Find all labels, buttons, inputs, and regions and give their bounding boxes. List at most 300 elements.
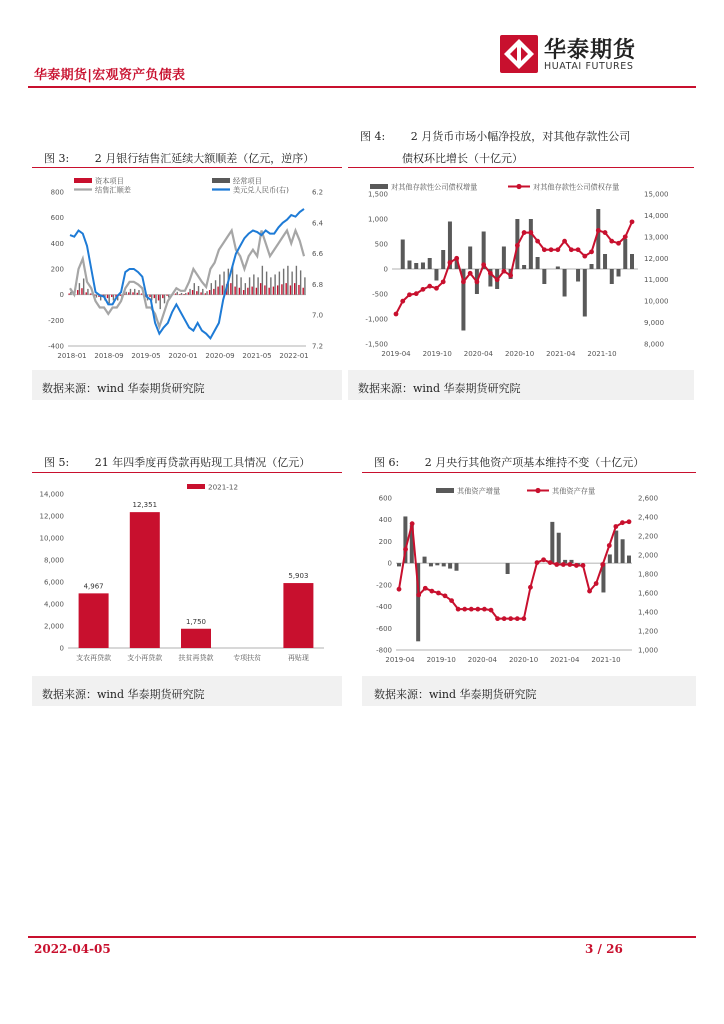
fig3-capital-bar — [213, 289, 214, 295]
fig3-current-bar — [262, 266, 263, 295]
footer-page-number: 3 / 26 — [585, 942, 623, 956]
fig6-stock-point — [594, 581, 599, 586]
fig6-legend-flow-swatch — [436, 488, 454, 493]
fig6-stock-point — [567, 562, 572, 567]
fig6-stock-point — [561, 562, 566, 567]
fig4-stock-point — [508, 273, 513, 278]
fig5-x-tick: 再贴现 — [287, 654, 309, 662]
fig6-legend-flow-label: 其他资产增量 — [457, 486, 501, 496]
fig3-capital-bar — [90, 294, 91, 295]
fig6-yright-tick: 2,000 — [638, 551, 659, 560]
figure6-caption — [374, 454, 644, 470]
fig4-yleft-tick: -1,000 — [365, 315, 388, 324]
fig3-yright-tick: 6.6 — [312, 250, 324, 259]
figure6-top-rule — [362, 472, 696, 473]
fig6-yright-tick: 1,200 — [638, 627, 659, 636]
fig3-current-bar — [194, 283, 195, 295]
fig3-capital-bar — [239, 288, 240, 295]
fig3-current-bar — [240, 277, 241, 294]
fig6-stock-point — [475, 607, 480, 612]
fig5-legend-swatch — [187, 484, 205, 489]
fig6-stock-point — [535, 560, 540, 565]
fig4-stock-point — [616, 241, 621, 246]
fig4-yleft-tick: -500 — [372, 290, 388, 299]
fig4-flow-bar — [441, 250, 445, 269]
fig5-x-tick: 扶贫再贷款 — [178, 654, 214, 662]
logo-chinese-text: 华泰期货 — [544, 38, 637, 63]
fig3-current-bar — [245, 283, 246, 295]
fig3-yleft-tick: 600 — [50, 214, 64, 223]
fig3-capital-bar — [69, 294, 70, 295]
fig3-capital-bar — [196, 291, 197, 294]
fig4-flow-bar — [421, 263, 425, 270]
fig3-capital-bar — [277, 285, 278, 294]
fig6-stock-point — [581, 563, 586, 568]
fig3-capital-bar — [285, 283, 286, 295]
fig6-yleft-tick: 0 — [387, 559, 392, 568]
fig6-yleft-tick: 200 — [378, 537, 392, 546]
fig3-usdcny-line — [70, 209, 304, 338]
fig6-yleft-tick: 600 — [378, 494, 392, 503]
fig6-stock-point — [403, 547, 408, 552]
fig4-stock-point — [555, 247, 560, 252]
fig6-stock-point — [548, 560, 553, 565]
fig4-yright-tick: 10,000 — [644, 297, 669, 306]
fig4-stock-point — [475, 279, 480, 284]
fig3-yleft-tick: 200 — [50, 265, 64, 274]
fig3-x-tick: 2020-01 — [168, 352, 198, 360]
fig6-stock-point — [508, 616, 513, 621]
fig6-stock-point — [462, 607, 467, 612]
fig3-capital-bar — [183, 294, 184, 295]
fig4-flow-bar — [428, 258, 432, 269]
fig3-capital-bar — [175, 294, 176, 295]
fig4-stock-point — [542, 247, 547, 252]
header-rule — [28, 86, 696, 88]
fig6-flow-bar — [506, 563, 510, 574]
figure4-chart — [348, 172, 688, 372]
fig4-legend-flow-label: 对其他存款性公司债权增量 — [391, 182, 478, 192]
figure5-chart — [32, 476, 332, 674]
fig5-x-tick: 支农再贷款 — [76, 654, 112, 662]
fig3-current-bar — [83, 278, 84, 294]
fig4-yleft-tick: 1,000 — [367, 215, 388, 224]
fig4-yright-tick: 14,000 — [644, 211, 669, 220]
fig6-x-tick: 2019-10 — [426, 656, 456, 664]
fig4-flow-bar — [590, 264, 594, 269]
fig3-capital-bar — [247, 288, 248, 295]
figure3-top-rule — [32, 167, 342, 168]
fig3-capital-bar — [149, 295, 150, 297]
fig4-x-tick: 2019-04 — [381, 350, 411, 358]
fig4-legend-flow-swatch — [370, 184, 388, 189]
fig3-capital-bar — [243, 290, 244, 295]
fig6-yleft-tick: -400 — [376, 603, 392, 612]
fig3-capital-bar — [158, 295, 159, 301]
fig6-yright-tick: 1,600 — [638, 589, 659, 598]
fig3-yleft-tick: -400 — [48, 342, 64, 351]
fig6-stock-point — [443, 593, 448, 598]
fig3-surplus-line — [70, 231, 304, 327]
fig6-stock-point — [627, 519, 632, 524]
fig4-yright-tick: 15,000 — [644, 190, 669, 199]
fig4-yleft-tick: -1,500 — [365, 340, 388, 349]
fig4-stock-point — [414, 291, 419, 296]
fig3-current-bar — [189, 289, 190, 295]
fig6-stock-point — [502, 616, 507, 621]
fig4-stock-point — [488, 271, 493, 276]
fig6-flow-bar — [429, 563, 433, 566]
fig3-current-bar — [211, 283, 212, 295]
fig6-stock-point — [410, 521, 415, 526]
fig4-yleft-tick: 1,500 — [367, 190, 388, 199]
fig4-yright-tick: 13,000 — [644, 233, 669, 242]
fig3-current-bar — [96, 295, 97, 298]
fig4-x-tick: 2021-04 — [546, 350, 576, 358]
fig4-stock-point — [441, 279, 446, 284]
fig4-stock-point — [549, 247, 554, 252]
fig5-y-tick: 0 — [59, 644, 64, 653]
fig3-capital-bar — [200, 292, 201, 294]
fig5-data-label: 12,351 — [132, 501, 158, 510]
fig4-legend-stock-label: 对其他存款性公司债权存量 — [533, 182, 620, 192]
fig3-current-bar — [283, 269, 284, 295]
fig3-x-tick: 2018-09 — [94, 352, 124, 360]
fig6-yright-tick: 2,200 — [638, 532, 659, 541]
fig3-capital-bar — [222, 285, 223, 294]
fig4-flow-bar — [414, 263, 418, 269]
figure6-title: 2 月央行其他资产项基本维持不变（十亿元） — [424, 456, 645, 469]
fig5-bar — [79, 593, 109, 648]
fig6-stock-point — [436, 591, 441, 596]
figure5-source: 数据来源：wind 华泰期货研究院 — [42, 688, 205, 701]
fig6-yleft-tick: -800 — [376, 646, 392, 655]
fig6-stock-point — [449, 598, 454, 603]
fig6-x-tick: 2021-04 — [550, 656, 580, 664]
fig5-y-tick: 2,000 — [43, 622, 64, 631]
fig6-x-tick: 2019-04 — [385, 656, 415, 664]
fig3-capital-bar — [264, 285, 265, 294]
fig6-flow-bar — [435, 563, 439, 565]
fig3-x-tick: 2021-05 — [242, 352, 272, 360]
fig3-current-bar — [215, 280, 216, 294]
fig6-stock-point — [397, 587, 402, 592]
fig4-stock-point — [407, 292, 412, 297]
fig5-x-tick: 专项扶贫 — [233, 654, 262, 662]
fig4-x-tick: 2020-04 — [463, 350, 494, 358]
fig4-x-tick: 2021-10 — [587, 350, 617, 358]
fig3-current-bar — [253, 274, 254, 294]
fig5-y-tick: 14,000 — [39, 490, 64, 499]
fig6-yleft-tick: -200 — [376, 581, 392, 590]
fig3-capital-bar — [81, 288, 82, 294]
fig3-capital-bar — [294, 283, 295, 295]
figure4-caption-line1 — [360, 128, 630, 144]
fig3-capital-bar — [179, 294, 180, 295]
fig4-stock-point — [461, 279, 466, 284]
fig6-yright-tick: 1,400 — [638, 608, 659, 617]
fig6-stock-line — [399, 522, 629, 619]
fig5-data-label: 1,750 — [185, 617, 207, 626]
fig6-stock-point — [429, 589, 434, 594]
footer-date: 2022-04-05 — [34, 942, 111, 956]
fig3-current-bar — [304, 277, 305, 294]
fig3-current-bar — [177, 292, 178, 295]
fig3-x-tick: 2020-09 — [205, 352, 235, 360]
fig4-stock-point — [562, 239, 567, 244]
fig4-stock-point — [400, 299, 405, 304]
figure3-chart — [32, 172, 332, 372]
fig3-current-bar — [79, 283, 80, 295]
fig4-flow-bar — [576, 269, 580, 282]
fig3-x-tick: 2018-01 — [57, 352, 87, 360]
fig4-flow-bar — [536, 257, 540, 269]
fig3-current-bar — [130, 289, 131, 295]
fig3-current-bar — [87, 289, 88, 295]
fig3-yright-tick: 7.0 — [312, 311, 324, 320]
figure3-caption — [44, 150, 314, 166]
fig6-stock-point — [574, 563, 579, 568]
fig4-flow-bar — [596, 209, 600, 269]
fig3-current-bar — [266, 272, 267, 295]
fig6-yright-tick: 2,600 — [638, 494, 659, 503]
fig5-legend-label: 2021-12 — [208, 482, 239, 492]
fig6-flow-bar — [442, 563, 446, 566]
fig4-flow-bar — [401, 240, 405, 270]
fig5-bar — [130, 512, 160, 648]
fig4-stock-point — [603, 230, 608, 235]
fig3-yleft-tick: 800 — [50, 188, 64, 197]
fig5-y-tick: 4,000 — [43, 600, 64, 609]
fig5-y-tick: 12,000 — [39, 512, 64, 521]
fig3-capital-bar — [273, 287, 274, 295]
fig6-stock-point — [423, 586, 428, 591]
fig3-current-bar — [300, 270, 301, 294]
fig4-stock-point — [582, 254, 587, 259]
fig5-y-tick: 6,000 — [43, 578, 64, 587]
fig3-capital-bar — [260, 283, 261, 295]
fig4-stock-point — [569, 247, 574, 252]
fig3-legend-surplus-label: 结售汇顺差 — [95, 185, 131, 195]
fig3-capital-bar — [209, 290, 210, 295]
fig3-current-bar — [206, 291, 207, 294]
fig3-current-bar — [185, 293, 186, 295]
fig4-stock-point — [468, 271, 473, 276]
fig4-stock-point — [448, 260, 453, 265]
fig4-flow-bar — [434, 269, 438, 281]
figure6-chart — [362, 476, 692, 674]
fig3-current-bar — [126, 292, 127, 295]
fig3-current-bar — [291, 272, 292, 295]
fig6-flow-bar — [627, 556, 631, 564]
fig6-flow-bar — [557, 533, 561, 563]
fig6-flow-bar — [621, 539, 625, 563]
figure4-number: 图 4: — [360, 130, 386, 143]
fig3-yright-tick: 6.2 — [312, 188, 324, 197]
fig4-flow-bar — [610, 269, 614, 284]
fig3-capital-bar — [141, 294, 142, 295]
fig3-capital-bar — [234, 287, 235, 295]
fig4-stock-point — [495, 277, 500, 282]
fig6-yleft-tick: 400 — [378, 516, 392, 525]
fig6-stock-point — [469, 607, 474, 612]
fig3-capital-bar — [77, 290, 78, 295]
fig3-yright-tick: 6.4 — [312, 219, 324, 228]
fig4-flow-bar — [563, 269, 567, 297]
fig3-legend-current-label: 经常项目 — [233, 176, 262, 186]
fig6-stock-point — [515, 616, 520, 621]
figure6-source: 数据来源：wind 华泰期货研究院 — [374, 688, 537, 701]
fig4-flow-bar — [522, 265, 526, 269]
fig6-stock-point — [600, 562, 605, 567]
fig4-flow-bar — [502, 247, 506, 270]
fig3-capital-bar — [162, 295, 163, 298]
fig3-capital-bar — [132, 292, 133, 294]
fig4-stock-point — [481, 262, 486, 267]
fig3-capital-bar — [188, 292, 189, 294]
fig6-yright-tick: 1,800 — [638, 570, 659, 579]
footer-rule — [28, 936, 696, 938]
fig6-flow-bar — [448, 563, 452, 568]
fig6-stock-point — [528, 585, 533, 590]
fig3-yleft-tick: 0 — [59, 291, 64, 300]
fig3-current-bar — [155, 295, 156, 304]
fig6-legend-stock-label: 其他资产存量 — [552, 486, 596, 496]
fig3-current-bar — [164, 295, 165, 304]
fig3-capital-bar — [154, 295, 155, 298]
figure6-number: 图 6: — [374, 456, 400, 469]
logo-english-text: HUATAI FUTURES — [544, 61, 634, 72]
figure4-source: 数据来源：wind 华泰期货研究院 — [358, 382, 521, 395]
figure4-title-l2: 债权环比增长（十亿元） — [402, 152, 523, 165]
figure3-title: 2 月银行结售汇延续大额顺差（亿元，逆序） — [94, 152, 315, 165]
fig4-legend-stock-swatch-marker — [516, 184, 521, 189]
fig6-flow-bar — [397, 563, 401, 566]
fig3-current-bar — [113, 295, 114, 301]
fig4-flow-bar — [529, 219, 533, 269]
fig3-capital-bar — [111, 295, 112, 297]
fig3-capital-bar — [107, 295, 108, 298]
fig5-data-label: 4,967 — [83, 582, 104, 591]
fig4-x-tick: 2020-10 — [504, 350, 535, 358]
figure5-top-rule — [32, 472, 342, 473]
fig3-current-bar — [296, 266, 297, 295]
figure5-caption — [44, 454, 310, 470]
fig4-yright-tick: 11,000 — [644, 276, 669, 285]
fig3-current-bar — [202, 289, 203, 295]
fig3-capital-bar — [281, 284, 282, 294]
fig6-stock-point — [541, 557, 546, 562]
fig6-stock-point — [495, 616, 500, 621]
fig3-yleft-tick: -200 — [48, 316, 64, 325]
fig4-stock-point — [454, 256, 459, 261]
fig5-y-tick: 8,000 — [43, 556, 64, 565]
fig3-current-bar — [219, 274, 220, 294]
fig4-yright-tick: 9,000 — [644, 319, 665, 328]
fig6-flow-bar — [423, 557, 427, 564]
figure3-source: 数据来源：wind 华泰期货研究院 — [42, 382, 205, 395]
fig3-capital-bar — [205, 293, 206, 294]
fig3-current-bar — [198, 286, 199, 295]
fig4-flow-bar — [468, 247, 472, 270]
fig3-legend-capital-label: 资本项目 — [95, 176, 124, 186]
fig3-current-bar — [181, 293, 182, 295]
fig3-current-bar — [270, 277, 271, 294]
fig3-capital-bar — [230, 283, 231, 295]
fig4-flow-bar — [623, 239, 627, 269]
company-logo — [500, 33, 700, 77]
report-header-title: 华泰期货|宏观资产负债表 — [34, 68, 186, 83]
fig6-flow-bar — [455, 563, 459, 571]
fig3-capital-bar — [303, 288, 304, 295]
fig6-stock-point — [521, 616, 526, 621]
fig3-capital-bar — [251, 287, 252, 295]
fig4-stock-point — [596, 228, 601, 233]
fig4-x-tick: 2019-10 — [422, 350, 452, 358]
fig6-stock-point — [613, 524, 618, 529]
fig4-yleft-tick: 0 — [383, 265, 388, 274]
fig4-stock-point — [576, 247, 581, 252]
fig6-stock-point — [554, 562, 559, 567]
fig3-capital-bar — [290, 285, 291, 294]
fig3-current-bar — [108, 295, 109, 304]
fig6-yleft-tick: -600 — [376, 624, 392, 633]
fig3-current-bar — [160, 295, 161, 309]
fig4-flow-bar — [603, 254, 607, 269]
fig4-flow-bar — [630, 254, 634, 269]
fig4-yright-tick: 8,000 — [644, 340, 665, 349]
fig5-data-label: 5,903 — [288, 572, 309, 581]
fig6-stock-point — [587, 589, 592, 594]
fig3-current-bar — [257, 277, 258, 294]
fig3-yleft-tick: 400 — [50, 239, 64, 248]
fig6-stock-point — [416, 593, 421, 598]
fig6-x-tick: 2020-04 — [467, 656, 498, 664]
fig5-bar — [181, 629, 211, 648]
fig6-flow-bar — [614, 531, 618, 564]
fig6-yright-tick: 2,400 — [638, 513, 659, 522]
fig3-x-tick: 2019-05 — [131, 352, 161, 360]
logo-mark-icon — [500, 35, 538, 73]
fig3-current-bar — [287, 266, 288, 295]
fig3-capital-bar — [256, 288, 257, 295]
fig3-capital-bar — [192, 290, 193, 295]
fig4-flow-bar — [407, 261, 411, 270]
figure4-top-rule — [348, 167, 694, 168]
fig4-stock-point — [515, 243, 520, 248]
fig3-capital-bar — [128, 292, 129, 294]
fig3-capital-bar — [86, 292, 87, 294]
fig3-capital-bar — [217, 287, 218, 295]
fig3-current-bar — [249, 277, 250, 294]
fig3-current-bar — [236, 274, 237, 294]
fig4-stock-point — [609, 239, 614, 244]
fig4-stock-point — [421, 287, 426, 292]
fig4-stock-point — [528, 230, 533, 235]
fig6-stock-point — [456, 607, 461, 612]
figure3-number: 图 3: — [44, 152, 70, 165]
fig4-flow-bar — [583, 269, 587, 317]
fig3-x-tick: 2022-01 — [279, 352, 309, 360]
figure5-number: 图 5: — [44, 456, 70, 469]
fig3-current-bar — [134, 289, 135, 295]
fig3-legend-usdcny-label: 美元兑人民币(右) — [233, 185, 289, 195]
figure4-title-l1: 2 月货币市场小幅净投放，对其他存款性公司 — [410, 130, 631, 143]
fig3-legend-capital-swatch — [74, 178, 92, 183]
fig4-stock-point — [522, 230, 527, 235]
fig3-capital-bar — [268, 288, 269, 295]
fig3-yright-tick: 7.2 — [312, 342, 324, 351]
